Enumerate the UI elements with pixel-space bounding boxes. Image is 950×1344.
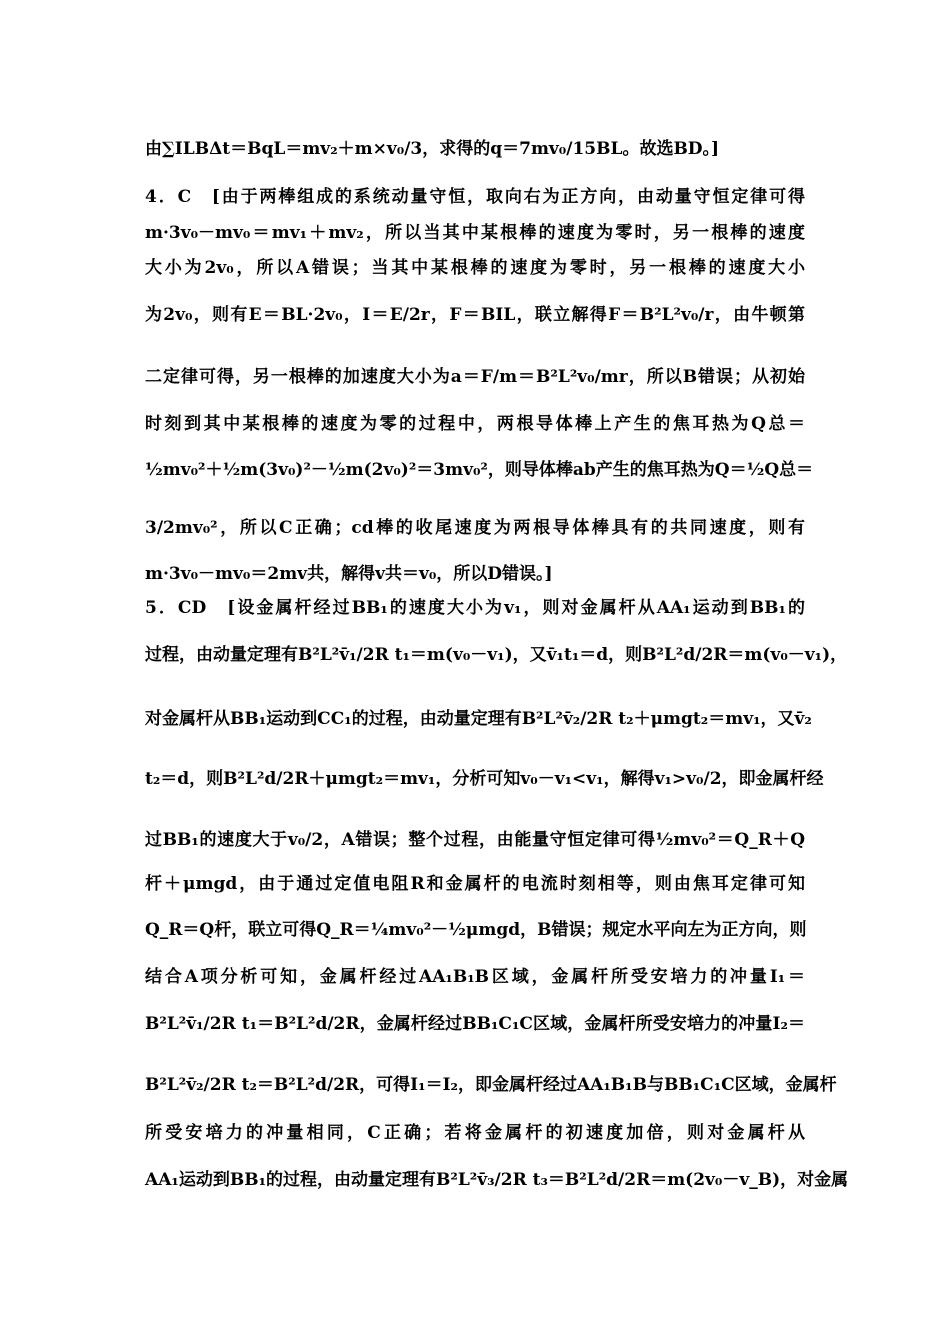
text-line-17: Q_R＝Q杆，联立可得Q_R＝¼mv₀²－½μmgd，B错误；规定水平向左为正方向，则 bbox=[145, 920, 807, 940]
text-line-10: m·3v₀－mv₀＝2mv共，解得v共＝v₀，所以D错误。] bbox=[145, 564, 553, 584]
text-line-9: 3/2mv₀²，所以C正确；cd棒的收尾速度为两根导体棒具有的共同速度，则有 bbox=[145, 518, 805, 538]
text-line-22: AA₁运动到BB₁的过程，由动量定理有B²L²v̄₃/2R t₃＝B²L²d/2R＝m(2v₀－v_B)，对金属 bbox=[145, 1170, 849, 1190]
text-line-7: 时刻到其中某根棒的速度为零的过程中，两根导体棒上产生的焦耳热为Q总＝ bbox=[145, 414, 805, 434]
text-line-4: 大小为2v₀，所以A错误；当其中某根棒的速度为零时，另一根棒的速度大小 bbox=[145, 258, 805, 278]
text-line-13: 对金属杆从BB₁运动到CC₁的过程，由动量定理有B²L²v̄₂/2R t₂＋μmgt₂＝mv₁，又v̄₂ bbox=[145, 709, 812, 729]
text-line-8: ½mv₀²＋½m(3v₀)²－½m(2v₀)²＝3mv₀²，则导体棒ab产生的焦耳热为Q＝½Q总＝ bbox=[145, 460, 814, 480]
text-line-6: 二定律可得，另一根棒的加速度大小为a＝F/m＝B²L²v₀/mr，所以B错误；从初始 bbox=[145, 367, 805, 387]
text-line-2: 4．C [由于两棒组成的系统动量守恒，取向右为正方向，由动量守恒定律可得 bbox=[145, 187, 805, 207]
text-line-18: 结合A项分析可知，金属杆经过AA₁B₁B区域，金属杆所受安培力的冲量I₁＝ bbox=[145, 967, 805, 987]
text-line-16: 杆＋μmgd，由于通过定值电阻R和金属杆的电流时刻相等，则由焦耳定律可知 bbox=[145, 874, 805, 894]
text-line-12: 过程，由动量定理有B²L²v̄₁/2R t₁＝m(v₀－v₁)，又v̄₁t₁＝d，则B²L²d/2R＝m(v₀－v₁)， bbox=[145, 645, 848, 665]
text-line-15: 过BB₁的速度大于v₀/2，A错误；整个过程，由能量守恒定律可得½mv₀²＝Q_R＋Q bbox=[145, 830, 805, 850]
text-line-5: 为2v₀，则有E＝BL·2v₀，I＝E/2r，F＝BIL，联立解得F＝B²L²v₀/r，由牛顿第 bbox=[145, 305, 805, 325]
text-line-3: m·3v₀－mv₀＝mv₁＋mv₂，所以当其中某根棒的速度为零时，另一根棒的速度 bbox=[145, 223, 805, 243]
text-line-19: B²L²v̄₁/2R t₁＝B²L²d/2R，金属杆经过BB₁C₁C区域，金属杆所受安培力的冲量I₂＝ bbox=[145, 1014, 805, 1034]
text-line-1: 由∑ILBΔt＝BqL＝mv₂＋m×v₀/3，求得的q＝7mv₀/15BL。故选BD。] bbox=[145, 139, 720, 159]
text-line-14: t₂＝d，则B²L²d/2R＋μmgt₂＝mv₁，分析可知v₀－v₁<v₁，解得v₁>v₀/2，即金属杆经 bbox=[145, 769, 824, 789]
text-line-11: 5．CD [设金属杆经过BB₁的速度大小为v₁，则对金属杆从AA₁运动到BB₁的 bbox=[145, 598, 805, 618]
text-line-21: 所受安培力的冲量相同，C正确；若将金属杆的初速度加倍，则对金属杆从 bbox=[145, 1123, 805, 1143]
text-line-20: B²L²v̄₂/2R t₂＝B²L²d/2R，可得I₁＝I₂，即金属杆经过AA₁B₁B与BB₁C₁C区域，金属杆 bbox=[145, 1075, 837, 1095]
